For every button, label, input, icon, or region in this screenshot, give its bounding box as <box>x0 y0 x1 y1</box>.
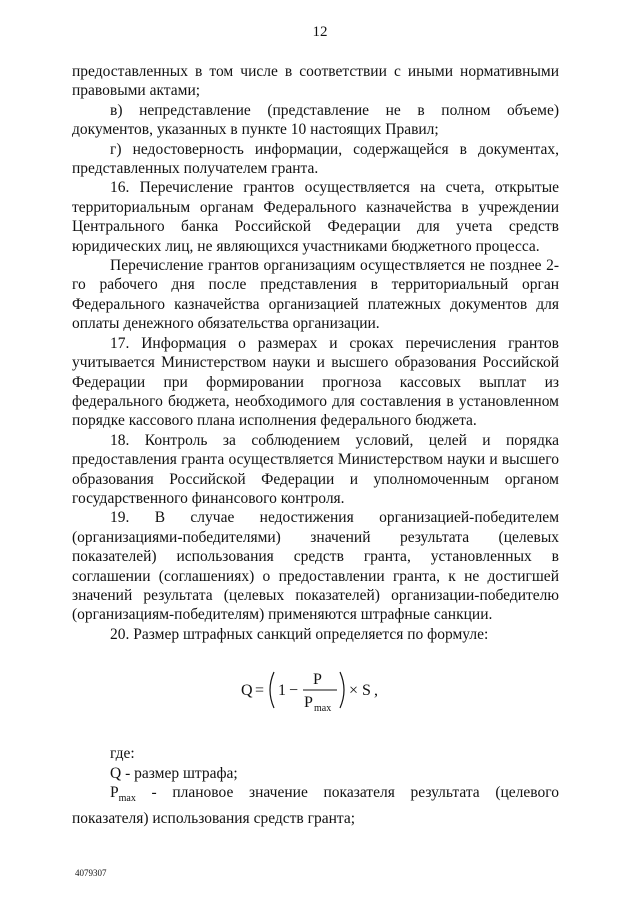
where-label: где: <box>110 745 135 763</box>
penalty-formula <box>72 658 559 722</box>
document-body <box>72 62 559 828</box>
pmax-definition-text: - плановое значение показателя результата (целевого показателя) использования средств гранта; <box>72 784 559 827</box>
document-id: 4079307 <box>75 868 107 878</box>
paragraph-19: 19. В случае недостижения организацией-победителем (организациями-победителями) значений результата (целевых показателей) использования средств гранта, установленных в соглашении (соглашениях) о предоставлении гранта, к не достигшей значений результата (целевых показателей) организации-победителю (организациям-победителям) применяются штрафные санкции. <box>72 509 559 624</box>
definition-pmax <box>72 783 559 828</box>
pmax-base: P <box>110 784 119 801</box>
formula-lhs: Q <box>240 682 253 700</box>
formula-denominator-base: P <box>303 694 313 712</box>
formula-one: 1 <box>277 682 286 700</box>
formula-comma: , <box>373 682 378 700</box>
definition-q: Q - размер штрафа; <box>110 764 238 782</box>
page-number: 12 <box>312 24 328 40</box>
formula-denominator-sub: max <box>313 703 331 715</box>
formula-numerator: P <box>312 671 322 689</box>
paragraph-item-g: г) недостоверность информации, содержащейся в документах, представленных получателем гранта. <box>72 140 559 178</box>
pmax-sub: max <box>118 793 136 805</box>
paragraph-17: 17. Информация о размерах и сроках перечисления грантов учитывается Министерством науки и высшего образования Российской Федерации при формировании прогноза кассовых выплат из федерального бюджета, необходимого для составления в установленном порядке кассового плана исполнения федерального бюджета. <box>72 334 559 430</box>
formula-times: × <box>348 682 358 700</box>
formula-rhs: S <box>361 682 371 700</box>
formula-svg <box>241 658 391 722</box>
paragraph-20: 20. Размер штрафных санкций определяется по формуле: <box>110 625 489 643</box>
formula-right-paren <box>340 672 344 708</box>
pmax-symbol <box>110 784 136 805</box>
paragraph-16: 16. Перечисление грантов осуществляется на счета, открытые территориальным органам Федерального казначейства в учреждении Центрального банка Российской Федерации для учета средств юридических лиц, не являющихся участниками бюджетного процесса. <box>72 179 559 255</box>
paragraph-continuation: предоставленных в том числе в соответствии с иными нормативными правовыми актами; <box>72 63 559 100</box>
formula-left-paren <box>270 672 274 708</box>
paragraph-item-v: в) непредставление (представление не в полном объеме) документов, указанных в пункте 10 настоящих Правил; <box>72 101 559 139</box>
paragraph-16-transfer: Перечисление грантов организациям осуществляется не позднее 2-го рабочего дня после представления в территориальный орган Федерального казначейства организацией платежных документов для оплаты денежного обязательства организации. <box>72 257 559 333</box>
paragraph-18: 18. Контроль за соблюдением условий, целей и порядка предоставления гранта осуществляется Министерством науки и высшего образования Российской Федерации и уполномоченным органом государственного финансового контроля. <box>72 431 559 507</box>
formula-minus: − <box>288 682 298 700</box>
formula-equals: = <box>254 682 264 700</box>
